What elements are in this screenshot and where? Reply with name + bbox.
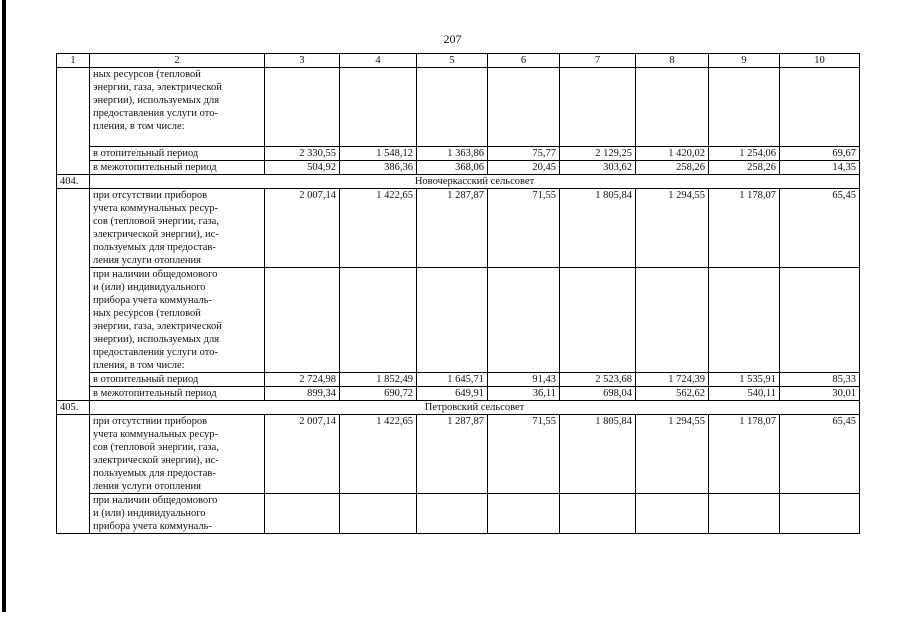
- value-cell: 562,62: [636, 387, 709, 401]
- value-cell: 386,36: [340, 161, 417, 175]
- value-cell: 2 523,68: [560, 373, 636, 387]
- value-cell: 1 548,12: [340, 147, 417, 161]
- row-label: в межотопительный период: [90, 387, 265, 401]
- value-cell: [488, 494, 560, 534]
- value-cell: 1 363,86: [417, 147, 488, 161]
- scan-edge: [2, 0, 6, 612]
- value-cell: 258,26: [636, 161, 709, 175]
- row-description: при наличии общедомового и (или) индивидуального прибора учета коммуналь- ных ресурсов (тепловой энергии, газа, электрической энергии), используемых для предоставления услуги ото- пления, в том числе:: [90, 268, 265, 373]
- value-cell: 65,45: [780, 189, 860, 268]
- value-cell: 2 724,98: [265, 373, 340, 387]
- row-label: в отопительный период: [90, 147, 265, 161]
- page-number: 207: [443, 32, 462, 46]
- value-cell: [417, 68, 488, 147]
- value-cell: 1 294,55: [636, 415, 709, 494]
- table-row: [57, 68, 860, 147]
- value-cell: [709, 494, 780, 534]
- section-header-row: [57, 175, 860, 189]
- table-row: [57, 147, 860, 161]
- value-cell: 1 178,07: [709, 415, 780, 494]
- header-row: [57, 54, 860, 68]
- value-cell: 1 287,87: [417, 415, 488, 494]
- value-cell: 303,62: [560, 161, 636, 175]
- value-cell: 1 420,02: [636, 147, 709, 161]
- value-cell: 36,11: [488, 387, 560, 401]
- value-cell: 30,01: [780, 387, 860, 401]
- row-description: при отсутствии приборов учета коммунальных ресур- сов (тепловой энергии, газа, электрической энергии), ис- пользуемых для предостав- ления услуги отопления: [90, 415, 265, 494]
- header-cell: 4: [340, 54, 417, 68]
- value-cell: [636, 268, 709, 373]
- value-cell: 504,92: [265, 161, 340, 175]
- value-cell: [636, 494, 709, 534]
- table-row: [57, 494, 860, 534]
- row-description: при отсутствии приборов учета коммунальных ресур- сов (тепловой энергии, газа, электрической энергии), ис- пользуемых для предостав- ления услуги отопления: [90, 189, 265, 268]
- value-cell: 1 852,49: [340, 373, 417, 387]
- header-cell: 1: [57, 54, 90, 68]
- value-cell: 1 724,39: [636, 373, 709, 387]
- value-cell: 1 535,91: [709, 373, 780, 387]
- tariff-table: [56, 53, 860, 534]
- value-cell: 1 422,65: [340, 415, 417, 494]
- table-row: [57, 415, 860, 494]
- value-cell: [265, 68, 340, 147]
- row-number-cell: [57, 415, 90, 534]
- value-cell: [488, 268, 560, 373]
- header-cell: 10: [780, 54, 860, 68]
- value-cell: 71,55: [488, 189, 560, 268]
- value-cell: [417, 494, 488, 534]
- header-cell: 2: [90, 54, 265, 68]
- value-cell: [709, 68, 780, 147]
- header-cell: 6: [488, 54, 560, 68]
- value-cell: [780, 494, 860, 534]
- row-number-cell: [57, 189, 90, 401]
- table-row: [57, 268, 860, 373]
- value-cell: 1 178,07: [709, 189, 780, 268]
- value-cell: 2 007,14: [265, 189, 340, 268]
- table-row: [57, 387, 860, 401]
- value-cell: 899,34: [265, 387, 340, 401]
- value-cell: [488, 68, 560, 147]
- value-cell: [560, 494, 636, 534]
- value-cell: [340, 494, 417, 534]
- value-cell: [560, 68, 636, 147]
- table-row: [57, 373, 860, 387]
- value-cell: 1 805,84: [560, 189, 636, 268]
- value-cell: [265, 268, 340, 373]
- header-cell: 5: [417, 54, 488, 68]
- value-cell: [340, 268, 417, 373]
- value-cell: 14,35: [780, 161, 860, 175]
- value-cell: [780, 268, 860, 373]
- value-cell: [709, 268, 780, 373]
- value-cell: 2 129,25: [560, 147, 636, 161]
- section-number: 404.: [57, 175, 90, 189]
- value-cell: 65,45: [780, 415, 860, 494]
- row-label: в межотопительный период: [90, 161, 265, 175]
- value-cell: 1 805,84: [560, 415, 636, 494]
- value-cell: 91,43: [488, 373, 560, 387]
- value-cell: [340, 68, 417, 147]
- value-cell: [780, 68, 860, 147]
- section-number: 405.: [57, 401, 90, 415]
- value-cell: 649,91: [417, 387, 488, 401]
- value-cell: [560, 268, 636, 373]
- header-cell: 9: [709, 54, 780, 68]
- value-cell: 540,11: [709, 387, 780, 401]
- value-cell: 1 254,06: [709, 147, 780, 161]
- row-description: ных ресурсов (тепловой энергии, газа, электрической энергии), используемых для предоставления услуги ото- пления, в том числе:: [90, 68, 265, 147]
- value-cell: 258,26: [709, 161, 780, 175]
- section-title: Петровский сельсовет: [90, 401, 860, 415]
- header-cell: 7: [560, 54, 636, 68]
- value-cell: 690,72: [340, 387, 417, 401]
- value-cell: 71,55: [488, 415, 560, 494]
- value-cell: 20,45: [488, 161, 560, 175]
- value-cell: 2 330,55: [265, 147, 340, 161]
- value-cell: [636, 68, 709, 147]
- header-cell: 3: [265, 54, 340, 68]
- value-cell: 1 287,87: [417, 189, 488, 268]
- section-header-row: [57, 401, 860, 415]
- value-cell: 1 422,65: [340, 189, 417, 268]
- table-row: [57, 189, 860, 268]
- row-description: при наличии общедомового и (или) индивидуального прибора учета коммуналь-: [90, 494, 265, 534]
- value-cell: 698,04: [560, 387, 636, 401]
- table-row: [57, 161, 860, 175]
- value-cell: 2 007,14: [265, 415, 340, 494]
- value-cell: 1 645,71: [417, 373, 488, 387]
- value-cell: 75,77: [488, 147, 560, 161]
- value-cell: 69,67: [780, 147, 860, 161]
- value-cell: [417, 268, 488, 373]
- section-title: Новочеркасский сельсовет: [90, 175, 860, 189]
- header-cell: 8: [636, 54, 709, 68]
- value-cell: 85,33: [780, 373, 860, 387]
- value-cell: [265, 494, 340, 534]
- value-cell: 1 294,55: [636, 189, 709, 268]
- row-number-cell: [57, 68, 90, 175]
- value-cell: 368,06: [417, 161, 488, 175]
- row-label: в отопительный период: [90, 373, 265, 387]
